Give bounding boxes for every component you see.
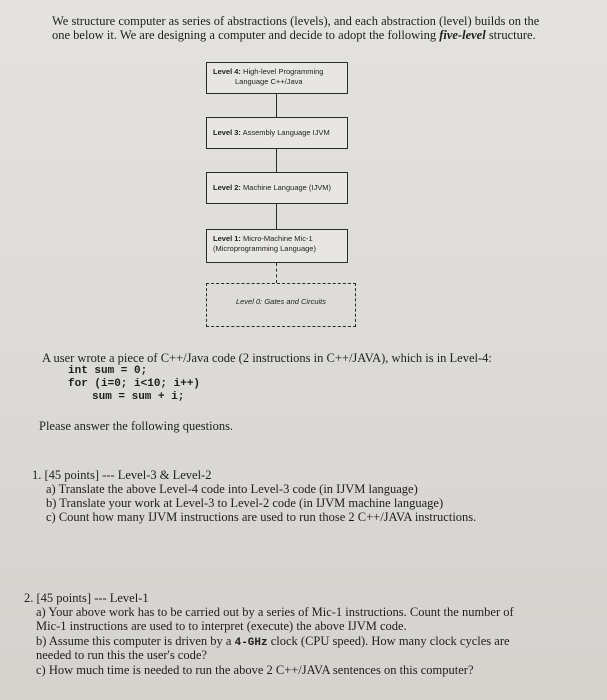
level-4-box bbox=[206, 62, 348, 94]
q1-part-a: a) Translate the above Level-4 code into Level-3 code (in IJVM language) bbox=[46, 482, 418, 496]
instructions-text: Please answer the following questions. bbox=[39, 419, 234, 433]
level-3-text: Assembly Language IJVM bbox=[242, 128, 330, 137]
level-1-text-2: (Microprogramming Language) bbox=[213, 244, 316, 253]
level-1-box bbox=[206, 229, 348, 263]
level-2-label: Level 2: bbox=[213, 183, 241, 192]
level-3-label: Level 3: bbox=[213, 128, 241, 137]
q2-part-b-text: b) Assume this computer is driven by a bbox=[36, 634, 235, 648]
q2-title: 2. [45 points] --- Level-1 bbox=[24, 591, 149, 605]
level-2-box bbox=[206, 172, 348, 204]
q2-part-b-text-end: clock (CPU speed). How many clock cycles are bbox=[267, 634, 510, 648]
level-4-text: High-level Programming bbox=[243, 67, 324, 76]
intro-paragraph bbox=[52, 14, 539, 42]
level-1-label: Level 1: bbox=[213, 234, 241, 243]
connector-4-3 bbox=[276, 94, 277, 117]
q2-part-b-line-2: needed to run this the user's code? bbox=[36, 648, 207, 662]
level-4-label: Level 4: bbox=[213, 67, 241, 76]
connector-3-2 bbox=[276, 149, 277, 172]
q1-title: 1. [45 points] --- Level-3 & Level-2 bbox=[32, 468, 212, 482]
q2-part-a-line-1: a) Your above work has to be carried out by a series of Mic-1 instructions. Count the number of bbox=[36, 605, 514, 619]
q1-part-b: b) Translate your work at Level-3 to Level-2 code (in IJVM machine language) bbox=[46, 496, 444, 510]
code-line-1: int sum = 0; bbox=[68, 365, 148, 377]
level-0-box bbox=[206, 283, 356, 327]
q2-part-a-line-2: Mic-1 instructions are used to to interpret (execute) the above IJVM code. bbox=[36, 619, 407, 633]
intro-line-2-end: structure. bbox=[485, 28, 536, 42]
level-4-text-2: Language C++/Java bbox=[235, 77, 303, 86]
level-2-text: Machine Language (IJVM) bbox=[243, 183, 331, 192]
level-1-text: Micro-Machine Mic-1 bbox=[243, 234, 313, 243]
connector-2-1 bbox=[276, 204, 277, 229]
five-level-emphasis: five-level bbox=[439, 28, 486, 42]
code-prompt: A user wrote a piece of C++/Java code (2 instructions in C++/JAVA), which is in Level-4: bbox=[42, 351, 492, 365]
q1-part-c: c) Count how many IJVM instructions are used to run those 2 C++/JAVA instructions. bbox=[46, 510, 477, 524]
q2-part-c: c) How much time is needed to run the above 2 C++/JAVA sentences on this computer? bbox=[36, 663, 474, 677]
code-line-3: sum = sum + i; bbox=[92, 391, 185, 403]
connector-1-0 bbox=[276, 263, 277, 283]
level-3-box bbox=[206, 117, 348, 149]
level-0-text: Level 0: Gates and Circuits bbox=[235, 297, 327, 306]
intro-line-2-text: one below it. We are designing a computer and decide to adopt the following bbox=[52, 28, 440, 42]
intro-line-2 bbox=[52, 28, 539, 42]
code-line-2: for (i=0; i<10; i++) bbox=[68, 378, 201, 390]
clock-speed: 4-GHz bbox=[234, 637, 268, 649]
intro-line-1: We structure computer as series of abstractions (levels), and each abstraction (level) builds on the bbox=[52, 14, 540, 28]
